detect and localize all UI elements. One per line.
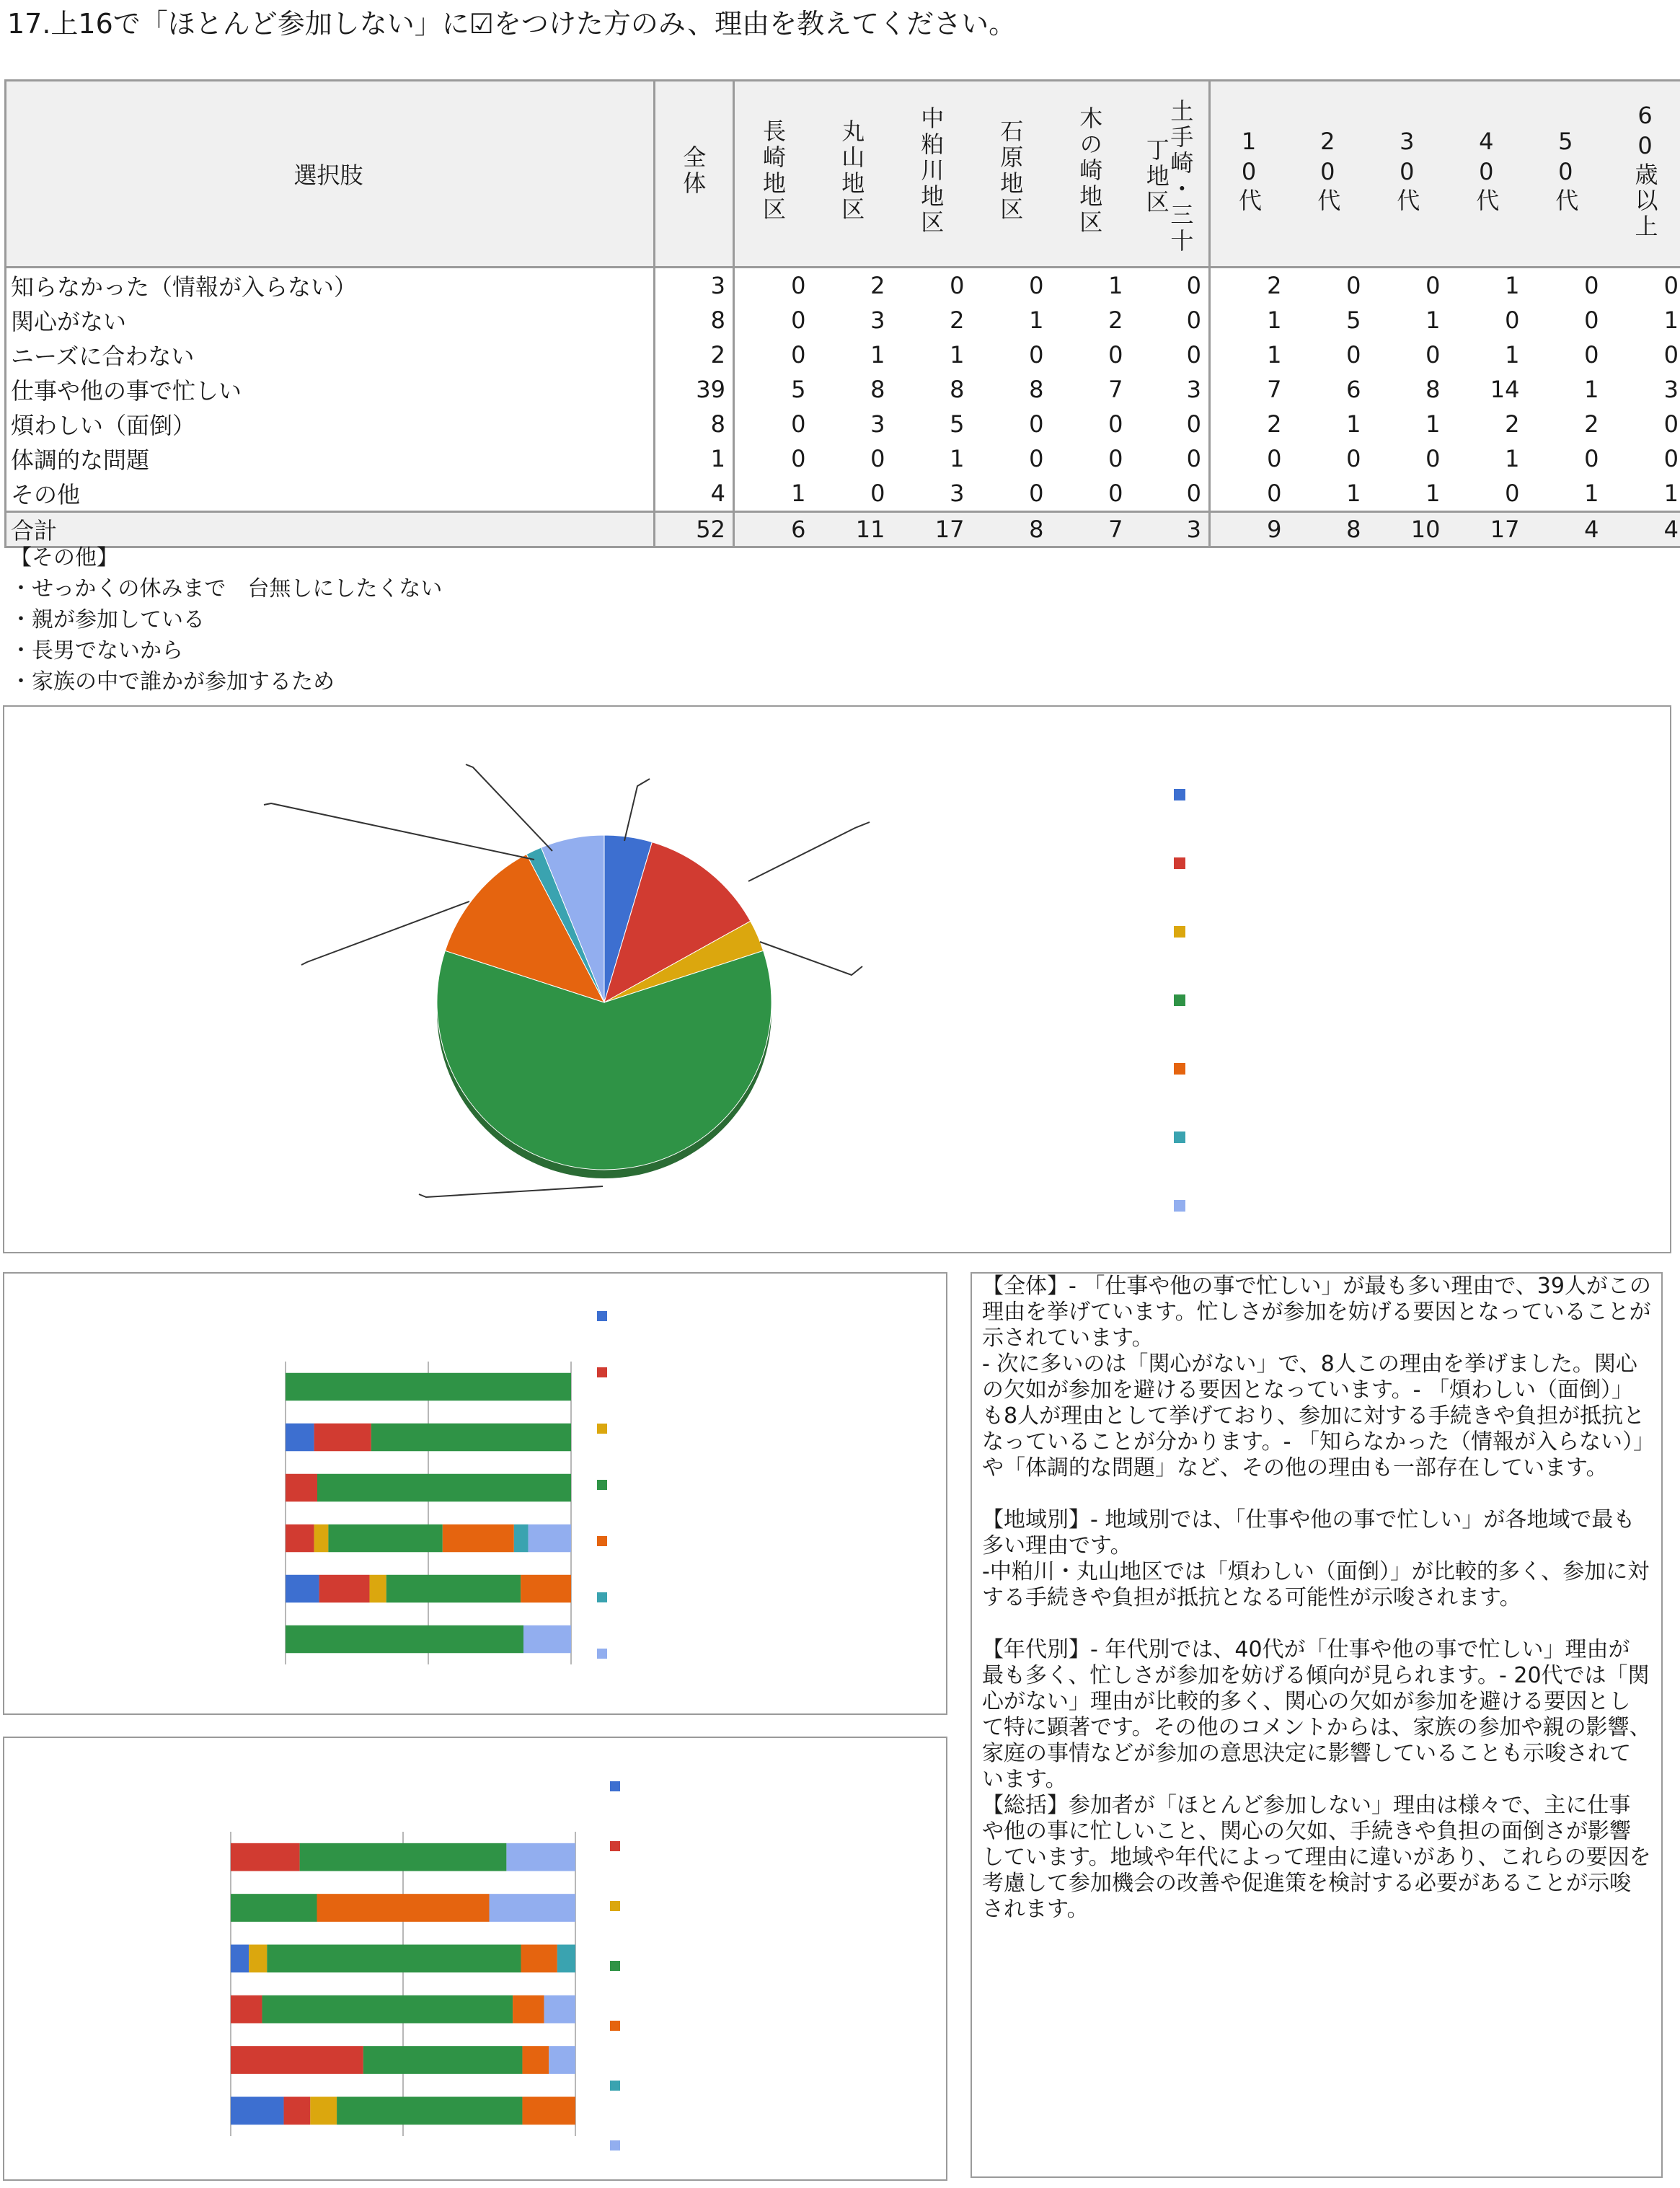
bar-segment [557, 1944, 575, 1972]
bar-segment [262, 1995, 513, 2024]
leader-line [264, 803, 534, 860]
table-cell: 0 [791, 445, 806, 472]
table-row [6, 338, 1680, 372]
bar-segment [231, 2046, 363, 2074]
bar-segment [286, 1625, 523, 1654]
col-header: 10代 [1210, 81, 1289, 268]
legend-swatch [597, 1592, 607, 1602]
col-header: 40代 [1448, 81, 1527, 268]
bar-segment [521, 1944, 557, 1972]
other-comments [10, 542, 442, 697]
table-cell: 8 [655, 407, 734, 441]
table-cell: 1 [1584, 480, 1599, 507]
bar-segment [284, 2096, 311, 2125]
leader-line [624, 779, 650, 841]
legend-swatch [1174, 1063, 1185, 1075]
col-header: 木の崎地区 [1051, 81, 1131, 268]
table-cell: 2 [655, 338, 734, 372]
table-cell: 1 [1346, 480, 1361, 507]
table-cell: 2 [1267, 272, 1282, 299]
region-bar-chart [4, 1274, 946, 1713]
legend-swatch [597, 1424, 607, 1434]
bar-segment [231, 1995, 262, 2024]
legend-swatch [597, 1536, 607, 1546]
col-header: 石原地区 [972, 81, 1051, 268]
table-cell: 0 [1267, 445, 1282, 472]
table-cell: 0 [1606, 441, 1680, 476]
legend-swatch [610, 1961, 620, 1971]
legend-swatch [1174, 789, 1185, 800]
table-cell: 2 [950, 306, 965, 334]
col-header: 長崎地区 [734, 81, 813, 268]
table-cell: 0 [1029, 480, 1044, 507]
col-header: 丸山地区 [813, 81, 893, 268]
table-cell: 1 [1584, 376, 1599, 403]
table-cell: 17 [1448, 512, 1527, 547]
bar-segment [369, 1575, 386, 1603]
table-cell: 0 [1584, 445, 1599, 472]
table-cell: 0 [1505, 306, 1520, 334]
table-cell: 0 [1131, 407, 1210, 441]
bar-segment [314, 1525, 329, 1553]
table-cell: 11 [813, 512, 893, 547]
table-cell: 0 [870, 445, 885, 472]
other-heading: 【その他】 [10, 545, 118, 570]
table-cell: 0 [1606, 407, 1680, 441]
table-cell: 1 [1505, 272, 1520, 299]
table-cell: 0 [1425, 341, 1441, 369]
bar-segment [286, 1474, 317, 1502]
table-cell: 0 [1131, 441, 1210, 476]
legend-swatch [610, 2021, 620, 2031]
bar-segment [231, 1843, 300, 1871]
table-cell: 8 [950, 376, 965, 403]
bar-segment [267, 1944, 521, 1972]
table-cell: 52 [655, 512, 734, 547]
bar-segment [544, 1995, 575, 2024]
table-cell: 14 [1490, 376, 1520, 403]
table-cell: 8 [655, 303, 734, 338]
table-cell: 0 [1029, 341, 1044, 369]
table-cell: 10 [1369, 512, 1448, 547]
col-header: 土手崎・三十丁地区 [1131, 81, 1210, 268]
table-cell: 0 [1131, 338, 1210, 372]
bar-segment [506, 1843, 575, 1871]
table-cell: 0 [870, 480, 885, 507]
col-header: 中粕川地区 [893, 81, 972, 268]
table-cell: 1 [1606, 476, 1680, 512]
bar-segment [522, 2096, 575, 2125]
bar-segment [490, 1894, 576, 1922]
table-cell: 0 [1584, 306, 1599, 334]
row-label: 体調的な問題 [6, 441, 655, 476]
table-cell: 1 [1267, 341, 1282, 369]
table-cell: 6 [734, 512, 813, 547]
bar-segment [513, 1995, 544, 2024]
legend-swatch [597, 1480, 607, 1490]
table-cell: 0 [1131, 476, 1210, 512]
table-cell: 0 [1346, 445, 1361, 472]
table-cell: 4 [1527, 512, 1606, 547]
table-cell: 0 [1346, 341, 1361, 369]
col-header: 全体 [655, 81, 734, 268]
table-cell: 0 [1131, 303, 1210, 338]
table-cell: 0 [1606, 338, 1680, 372]
table-cell: 9 [1210, 512, 1289, 547]
age-chart-panel [3, 1737, 947, 2181]
table-cell: 0 [1029, 410, 1044, 438]
legend-swatch [610, 2140, 620, 2150]
table-cell: 8 [1289, 512, 1369, 547]
bar-segment [286, 1575, 319, 1603]
table-row [6, 476, 1680, 512]
bar-segment [443, 1525, 514, 1553]
bar-segment [522, 2046, 549, 2074]
legend-swatch [1174, 926, 1185, 938]
table-cell: 1 [1505, 341, 1520, 369]
table-cell: 8 [972, 512, 1051, 547]
legend-swatch [597, 1367, 607, 1377]
bar-segment [328, 1525, 442, 1553]
legend-swatch [610, 1901, 620, 1911]
table-cell: 3 [870, 306, 885, 334]
table-row [6, 441, 1680, 476]
table-cell: 4 [655, 476, 734, 512]
table-cell: 8 [1029, 376, 1044, 403]
table-cell: 0 [1346, 272, 1361, 299]
table-cell: 0 [1606, 268, 1680, 304]
legend-swatch [597, 1649, 607, 1659]
leader-line [748, 822, 870, 881]
results-table [4, 79, 1680, 548]
table-row [6, 372, 1680, 407]
choice-header: 選択肢 [6, 81, 655, 268]
bar-segment [514, 1525, 529, 1553]
table-cell: 0 [1267, 480, 1282, 507]
table-cell: 0 [791, 341, 806, 369]
row-label: その他 [6, 476, 655, 512]
bar-segment [231, 1944, 249, 1972]
table-cell: 1 [1425, 480, 1441, 507]
table-cell: 2 [1584, 410, 1599, 438]
table-cell: 2 [1505, 410, 1520, 438]
bar-segment [300, 1843, 507, 1871]
table-cell: 0 [1505, 480, 1520, 507]
col-header: 30代 [1369, 81, 1448, 268]
table-cell: 1 [791, 480, 806, 507]
row-label: 関心がない [6, 303, 655, 338]
table-cell: 5 [1346, 306, 1361, 334]
row-label: 仕事や他の事で忙しい [6, 372, 655, 407]
table-cell: 1 [1108, 272, 1123, 299]
legend-swatch [1174, 857, 1185, 869]
bar-segment [286, 1424, 314, 1452]
table-cell: 0 [791, 272, 806, 299]
table-cell: 0 [791, 410, 806, 438]
table-cell: 3 [870, 410, 885, 438]
col-header: 20代 [1289, 81, 1369, 268]
row-label: 合計 [6, 512, 655, 547]
table-cell: 0 [1029, 445, 1044, 472]
other-comment: ・せっかくの休みまで 台無しにしたくない [10, 576, 443, 601]
table-cell: 4 [1606, 512, 1680, 547]
pie-chart [4, 707, 1670, 1252]
region-chart-panel [3, 1272, 947, 1715]
legend-swatch [610, 1841, 620, 1851]
table-cell: 3 [655, 268, 734, 304]
bar-segment [231, 1894, 317, 1922]
table-row [6, 303, 1680, 338]
table-cell: 7 [1051, 512, 1131, 547]
table-cell: 0 [1108, 445, 1123, 472]
table-cell: 8 [870, 376, 885, 403]
table-cell: 1 [950, 341, 965, 369]
bar-segment [363, 2046, 523, 2074]
row-label: ニーズに合わない [6, 338, 655, 372]
table-cell: 5 [791, 376, 806, 403]
pie-chart-panel [3, 705, 1671, 1253]
table-cell: 1 [1346, 410, 1361, 438]
leader-line [419, 1186, 603, 1197]
bar-segment [317, 1894, 490, 1922]
bar-segment [310, 2096, 337, 2125]
table-cell: 39 [655, 372, 734, 407]
bar-segment [314, 1424, 371, 1452]
bar-segment [386, 1575, 521, 1603]
table-cell: 0 [1131, 268, 1210, 304]
table-header-row [6, 81, 1680, 268]
row-label: 知らなかった（情報が入らない） [6, 268, 655, 304]
table-cell: 2 [1267, 410, 1282, 438]
age-bar-chart [4, 1738, 946, 2179]
col-header: 50代 [1527, 81, 1606, 268]
table-cell: 0 [1108, 410, 1123, 438]
table-cell: 0 [1108, 480, 1123, 507]
table-cell: 0 [1029, 272, 1044, 299]
other-comment: ・家族の中で誰かが参加するため [10, 669, 335, 694]
table-cell: 3 [950, 480, 965, 507]
col-header: 60歳以上 [1606, 81, 1680, 268]
legend-swatch [1174, 1132, 1185, 1143]
table-row [6, 407, 1680, 441]
table-cell: 1 [655, 441, 734, 476]
table-cell: 2 [870, 272, 885, 299]
legend-swatch [610, 2081, 620, 2091]
table-cell: 17 [893, 512, 972, 547]
table-cell: 0 [1584, 341, 1599, 369]
bar-segment [529, 1525, 571, 1553]
table-cell: 0 [1425, 272, 1441, 299]
legend-swatch [610, 1781, 620, 1791]
question-title: 17.上16で「ほとんど参加しない」に☑をつけた方のみ、理由を教えてください。 [7, 8, 1017, 40]
table-cell: 7 [1108, 376, 1123, 403]
leader-line [760, 942, 862, 975]
bar-segment [521, 1575, 571, 1603]
table-cell: 6 [1346, 376, 1361, 403]
table-cell: 0 [1425, 445, 1441, 472]
legend-swatch [597, 1311, 607, 1321]
table-cell: 3 [1131, 512, 1210, 547]
table-cell: 1 [950, 445, 965, 472]
table-cell: 0 [791, 306, 806, 334]
bar-segment [319, 1575, 370, 1603]
table-cell: 1 [1425, 410, 1441, 438]
table-cell: 1 [1029, 306, 1044, 334]
bar-segment [286, 1525, 314, 1553]
analysis-summary: 【全体】- 「仕事や他の事で忙しい」が最も多い理由で、39人がこの理由を挙げています。忙しさが参加を妨げる要因となっていることが示されています。 - 次に多いのは「関心がない」で、8人この理由を挙げました。関心の欠如が参加を避ける要因となっています。- 「煩わしい（面倒）」も8人が理由として挙げており、参加に対する手続きや負担が抵抗となっていることが分かります。- 「知らなかった（情報が入らない）」や「体調的な問題」など、その他の理由も一部存在しています。 【地域別】- 地域別では、「仕事や他の事で忙しい」が各地域で最も多い理由です。 -中粕川・丸山地区では「煩わしい（面倒）」が比較的多く、参加に対する手続きや負担が抵抗となる可能性が示唆されます。 【年代別】- 年代別では、40代が「仕事や他の事で忙しい」理由が最も多く、忙しさが参加を妨げる傾向が見られます。- 20代では「関心がない」理由が比較的多く、関心の欠如が参加を避ける要因として特に顕著です。その他のコメントからは、家族の参加や親の影響、家庭の事情などが参加の意思決定に影響していることも示唆されています。 【総括】参加者が「ほとんど参加しない」理由は様々で、主に仕事や他の事に忙しいこと、関心の欠如、手続きや負担の面倒さが影響しています。地域や年代によって理由に違いがあり、これらの要因を考慮して参加機会の改善や促進策を検討する必要があることが示唆されます。 [971, 1272, 1663, 2178]
table-cell: 5 [950, 410, 965, 438]
table-cell: 3 [1606, 372, 1680, 407]
table-cell: 1 [1606, 303, 1680, 338]
table-cell: 1 [1425, 306, 1441, 334]
other-comment: ・長男でないから [10, 638, 183, 663]
bar-segment [337, 2096, 522, 2125]
other-comment: ・親が参加している [10, 607, 205, 632]
row-label: 煩わしい（面倒） [6, 407, 655, 441]
table-cell: 1 [1267, 306, 1282, 334]
table-cell: 0 [1584, 272, 1599, 299]
table-cell: 7 [1267, 376, 1282, 403]
table-row [6, 268, 1680, 304]
table-cell: 0 [1108, 341, 1123, 369]
legend-swatch [1174, 1200, 1185, 1212]
bar-segment [317, 1474, 571, 1502]
table-cell: 1 [870, 341, 885, 369]
bar-segment [549, 2046, 575, 2074]
bar-segment [286, 1373, 571, 1401]
table-cell: 0 [950, 272, 965, 299]
legend-swatch [1174, 994, 1185, 1006]
table-cell: 3 [1131, 372, 1210, 407]
bar-segment [231, 2096, 284, 2125]
leader-line [466, 764, 552, 851]
bar-segment [523, 1625, 571, 1654]
table-cell: 8 [1425, 376, 1441, 403]
bar-segment [249, 1944, 267, 1972]
table-cell: 1 [1505, 445, 1520, 472]
table-cell: 2 [1108, 306, 1123, 334]
bar-segment [371, 1424, 571, 1452]
